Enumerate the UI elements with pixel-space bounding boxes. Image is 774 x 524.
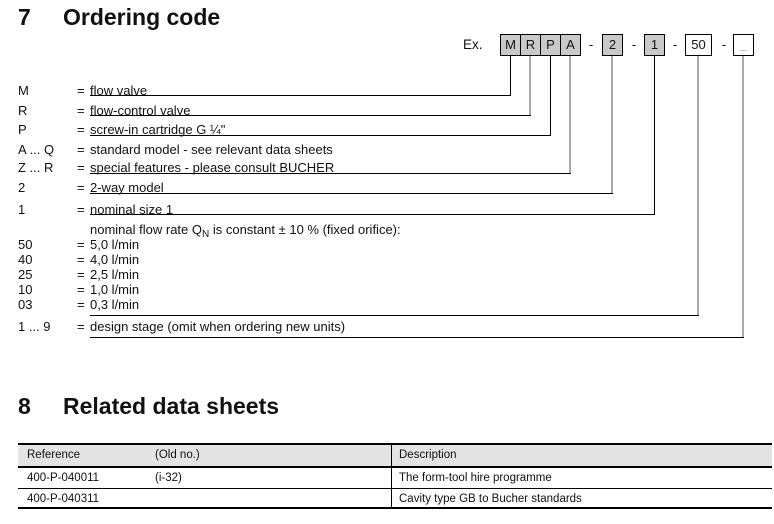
legend-row-design-stage [0,319,774,334]
code-box-1: 1 [644,34,665,56]
legend-equals: = [77,122,85,137]
legend-description: standard model - see relevant data sheets [90,142,333,157]
cell-reference: 400-P-040011 [27,472,100,484]
legend-code: A ... Q [18,142,55,157]
legend-row-2 [0,180,774,195]
legend-description: flow valve [90,83,148,98]
related-data-sheets-table [18,443,772,509]
legend-row-10 [0,282,774,297]
section-8-title: Related data sheets [63,393,280,419]
legend-description: 0,3 l/min [90,297,140,312]
legend-row-p [0,122,774,137]
legend-description: design stage (omit when ordering new units) [90,319,346,334]
table-header-row [18,445,772,468]
legend-equals: = [77,160,85,175]
legend-row-r [0,103,774,118]
legend-description: nominal size 1 [90,202,174,217]
legend-row-50 [0,237,774,252]
legend-description: 2,5 l/min [90,267,140,282]
flow-note-post: is constant ± 10 % (fixed orifice): [209,222,401,237]
section-7-number: 7 [18,4,31,30]
legend-code: 1 [18,202,26,217]
code-separator: - [672,37,678,52]
legend-row-03 [0,297,774,312]
legend-equals: = [77,180,85,195]
header-reference: Reference [27,449,81,461]
legend-row-40 [0,252,774,267]
legend-code: 1 ... 9 [18,319,51,334]
code-box-design-stage: _ [733,34,754,56]
code-box-r: R [520,34,541,56]
legend-code: Z ... R [18,160,54,175]
legend-description: 4,0 l/min [90,252,140,267]
cell-description: Cavity type GB to Bucher standards [399,493,582,505]
legend-code: P [18,122,27,137]
legend-row-25 [0,267,774,282]
legend-row-m [0,83,774,98]
legend-code: 40 [18,252,33,267]
code-separator: - [588,37,594,52]
legend-equals: = [77,103,85,118]
legend-description: flow-control valve [90,103,191,118]
legend-equals: = [77,297,85,312]
legend-equals: = [77,282,85,297]
flow-note-subscript: N [202,229,210,240]
legend-row-zr [0,160,774,175]
legend-description: 1,0 l/min [90,282,140,297]
legend-equals: = [77,83,85,98]
code-box-50: 50 [685,34,712,56]
section-8-number: 8 [18,393,31,419]
code-box-m: M [500,34,521,56]
code-box-2: 2 [602,34,623,56]
legend-description: special features - please consult BUCHER [90,160,335,175]
legend-row-flow-note [0,222,774,240]
legend-code: 03 [18,297,33,312]
legend-code: 25 [18,267,33,282]
legend-equals: = [77,237,85,252]
example-label: Ex. [463,37,483,52]
cell-reference: 400-P-040311 [27,493,100,505]
legend-code: 50 [18,237,33,252]
legend-code: 10 [18,282,33,297]
legend-row-1 [0,202,774,217]
flow-note-pre: nominal flow rate Q [90,222,202,237]
header-old-no: (Old no.) [155,449,200,461]
legend-code: 2 [18,180,26,195]
legend-underline-03 [90,315,699,316]
header-description: Description [399,449,457,461]
legend-code: R [18,103,28,118]
code-separator: - [721,37,727,52]
table-row [18,468,772,489]
table-column-divider [391,445,392,507]
cell-old-no: (i-32) [155,472,182,484]
legend-equals: = [77,142,85,157]
legend-code: M [18,83,29,98]
legend-row-aq [0,142,774,157]
code-box-a: A [560,34,581,56]
code-box-p: P [540,34,561,56]
code-separator: - [631,37,637,52]
legend-description: 2-way model [90,180,164,195]
legend-description: screw-in cartridge G ¼" [90,122,226,137]
legend-equals: = [77,202,85,217]
legend-equals: = [77,319,85,334]
legend-underline-design-stage [90,337,744,338]
table-row [18,489,772,509]
legend-equals: = [77,252,85,267]
section-7-title: Ordering code [63,4,221,30]
legend-equals: = [77,267,85,282]
legend-description: 5,0 l/min [90,237,140,252]
cell-description: The form-tool hire programme [399,472,552,484]
